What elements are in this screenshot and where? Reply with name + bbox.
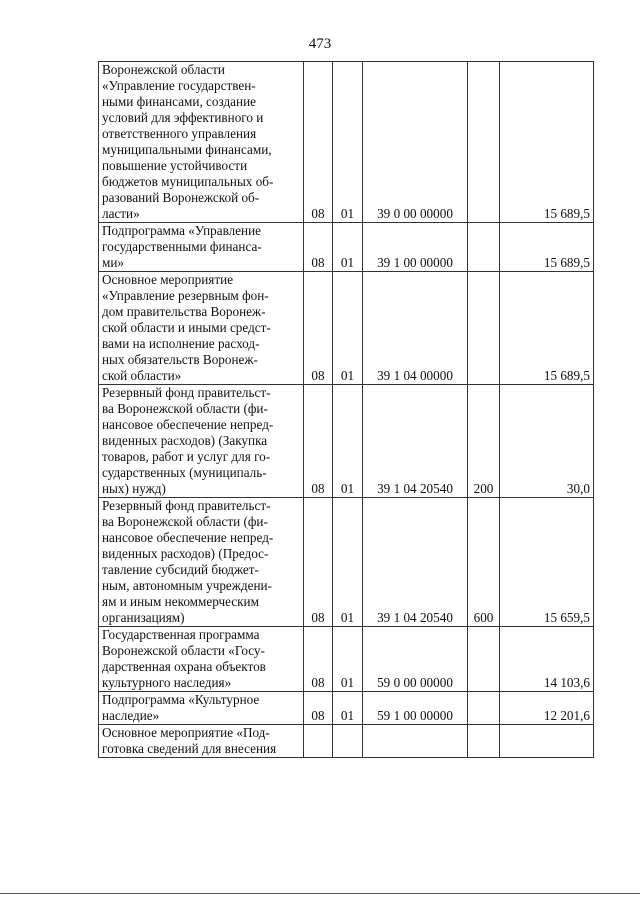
row-amount: 15 659,5: [500, 498, 594, 627]
row-target-code: 39 1 04 20540: [363, 498, 468, 627]
row-section: 08: [304, 223, 333, 272]
row-subsection: 01: [333, 62, 363, 223]
row-amount: 15 689,5: [500, 62, 594, 223]
row-section: 08: [304, 272, 333, 385]
table-row: [99, 385, 594, 498]
row-target-code: [363, 725, 468, 758]
row-amount: 12 201,6: [500, 692, 594, 725]
row-target-code: 59 0 00 00000: [363, 627, 468, 692]
row-name: Резервный фонд правительст- ва Воронежской области (фи- нансовое обеспечение непред- виденных расходов) (Закупка товаров, работ и услуг для го- сударственных (муниципаль- ных) нужд): [99, 385, 304, 498]
row-expense-type: [468, 725, 500, 758]
row-section: 08: [304, 692, 333, 725]
row-subsection: 01: [333, 692, 363, 725]
row-section: 08: [304, 62, 333, 223]
row-expense-type: [468, 627, 500, 692]
table-row: [99, 498, 594, 627]
row-expense-type: 200: [468, 385, 500, 498]
table-row: [99, 692, 594, 725]
row-name: Основное мероприятие «Под- готовка сведений для внесения: [99, 725, 304, 758]
row-subsection: 01: [333, 223, 363, 272]
row-amount: 30,0: [500, 385, 594, 498]
row-section: 08: [304, 385, 333, 498]
row-section: 08: [304, 627, 333, 692]
table-row: [99, 223, 594, 272]
row-name: Резервный фонд правительст- ва Воронежской области (фи- нансовое обеспечение непред- виденных расходов) (Предос- тавление субсидий бюджет- ным, автономным учреждени- ям и иным некоммерческим организациям): [99, 498, 304, 627]
table-row: [99, 725, 594, 758]
budget-table: [98, 61, 594, 758]
footer-rule: [0, 893, 640, 894]
row-subsection: 01: [333, 272, 363, 385]
row-section: 08: [304, 498, 333, 627]
row-subsection: 01: [333, 498, 363, 627]
row-target-code: 39 1 04 00000: [363, 272, 468, 385]
row-name: Подпрограмма «Управление государственными финанса- ми»: [99, 223, 304, 272]
row-expense-type: [468, 62, 500, 223]
table-row: [99, 627, 594, 692]
row-target-code: 59 1 00 00000: [363, 692, 468, 725]
row-amount: 15 689,5: [500, 223, 594, 272]
row-subsection: 01: [333, 385, 363, 498]
row-name: Государственная программа Воронежской области «Госу- дарственная охрана объектов культурного наследия»: [99, 627, 304, 692]
row-amount: 14 103,6: [500, 627, 594, 692]
row-name: Основное мероприятие «Управление резервным фон- дом правительства Воронеж- ской области и иными средст- вами на исполнение расход- ных обязательств Воронеж- ской области»: [99, 272, 304, 385]
row-expense-type: [468, 223, 500, 272]
row-name: Подпрограмма «Культурное наследие»: [99, 692, 304, 725]
row-target-code: 39 1 00 00000: [363, 223, 468, 272]
row-target-code: 39 1 04 20540: [363, 385, 468, 498]
row-target-code: 39 0 00 00000: [363, 62, 468, 223]
table-row: [99, 272, 594, 385]
row-expense-type: [468, 692, 500, 725]
row-expense-type: 600: [468, 498, 500, 627]
row-amount: 15 689,5: [500, 272, 594, 385]
row-subsection: 01: [333, 627, 363, 692]
row-expense-type: [468, 272, 500, 385]
page-number: 473: [308, 36, 332, 52]
row-name: Воронежской области «Управление государствен- ными финансами, создание условий для эффективного и ответственного управления муниципальными финансами, повышение устойчивости бюджетов муниципальных об- разований Воронежской об- ласти»: [99, 62, 304, 223]
row-section: [304, 725, 333, 758]
table-row: [99, 62, 594, 223]
row-subsection: [333, 725, 363, 758]
row-amount: [500, 725, 594, 758]
